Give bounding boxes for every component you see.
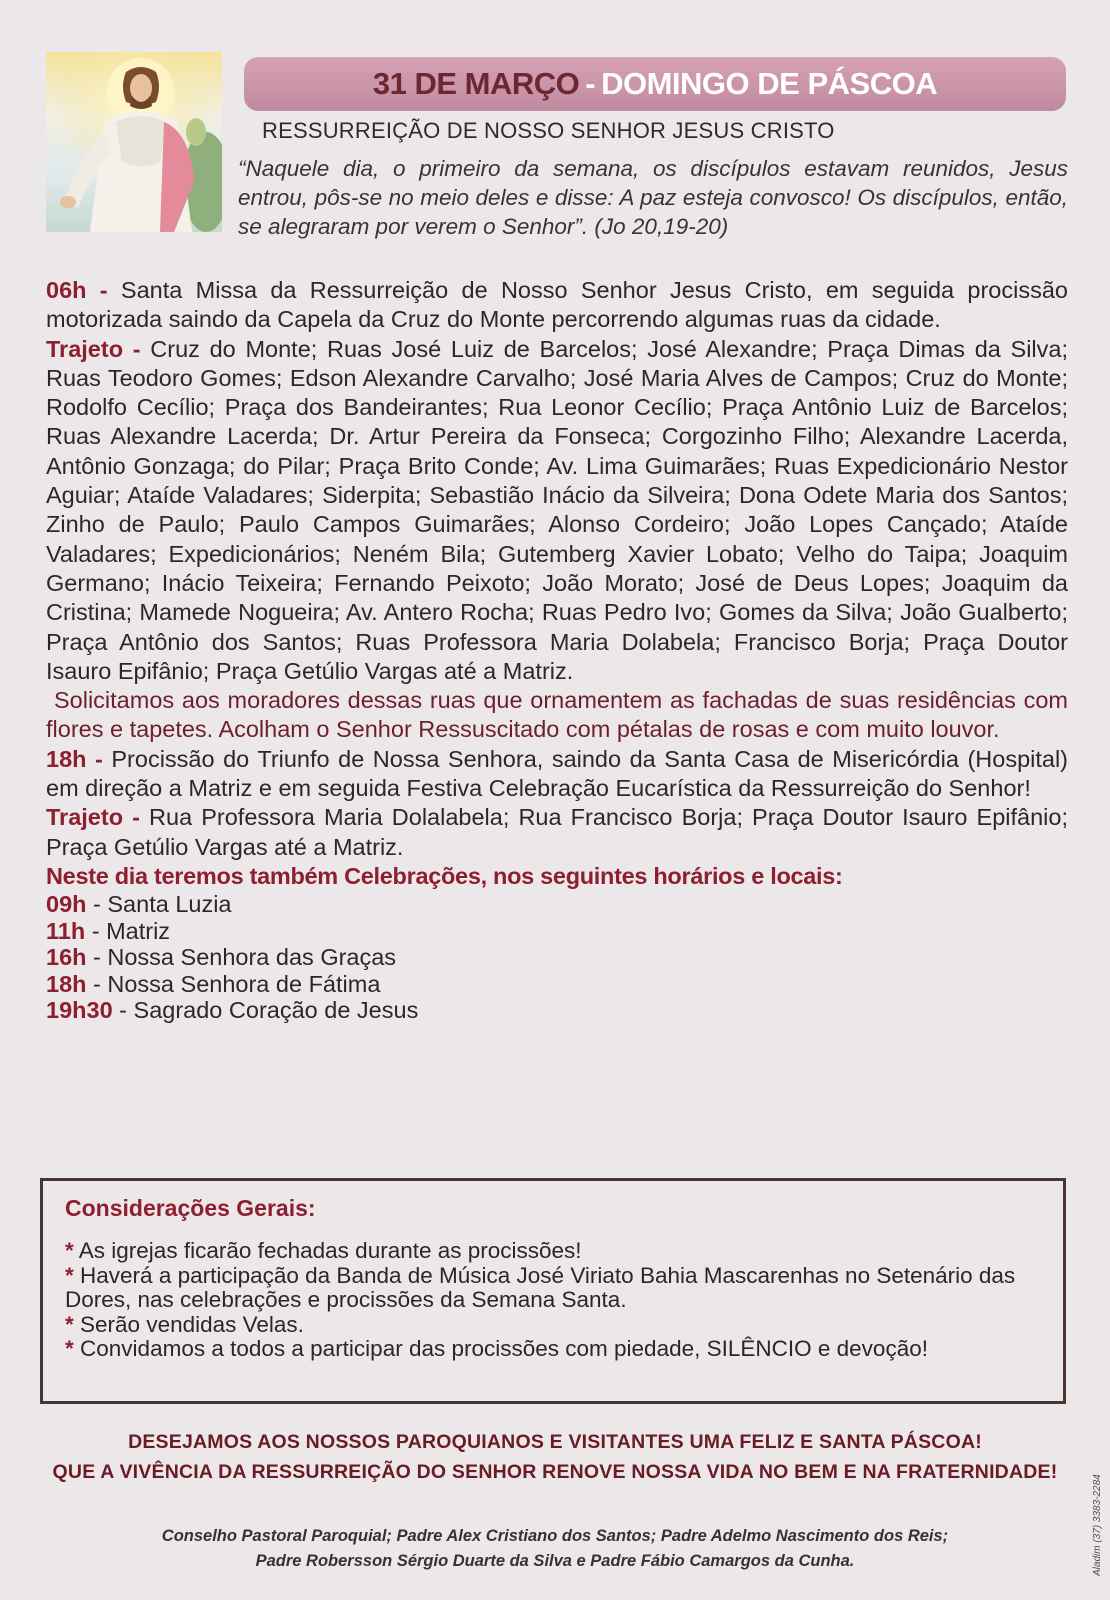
list-item: [65, 1264, 1045, 1313]
asterisk-icon: *: [65, 1336, 74, 1361]
schedule-place: - Santa Luzia: [86, 891, 232, 918]
asterisk-icon: *: [65, 1238, 74, 1263]
credits-line-2: Padre Robersson Sérgio Duarte da Silva e Padre Fábio Camargos da Cunha.: [255, 1552, 855, 1570]
consideration-text: Serão vendidas Velas.: [80, 1311, 304, 1337]
schedule-time: 11h: [46, 917, 86, 944]
route-paragraph: [46, 335, 1068, 687]
schedule-time: 19h30: [46, 997, 113, 1024]
consideration-text: Convidamos a todos a participar das procissões com piedade, SILÊNCIO e devoção!: [80, 1336, 928, 1361]
route2-label: Trajeto -: [46, 804, 140, 831]
request-paragraph: Solicitamos aos moradores dessas ruas que ornamentem as fachadas de suas residências com flores e tapetes. Acolham o Senhor Ressuscitado com pétalas de rosas e com muito louvor.: [46, 687, 1068, 743]
mass-text: Santa Missa da Ressurreição de Nosso Senhor Jesus Cristo, em seguida procissão motorizada saindo da Capela da Cruz do Monte percorrendo algumas ruas da cidade.: [46, 277, 1068, 333]
date-banner: [244, 57, 1066, 111]
list-item: [65, 1239, 1045, 1264]
procession-text: Procissão do Triunfo de Nossa Senhora, saindo da Santa Casa de Misericórdia (Hospital) em direção a Matriz e em seguida Festiva Celebração Eucarística da Ressurreição do Senhor!: [46, 745, 1069, 802]
procession-paragraph: [46, 745, 1068, 804]
list-item: [46, 944, 1068, 971]
schedule-time: 18h: [46, 970, 87, 997]
wish-line-2: QUE A VIVÊNCIA DA RESSURREIÇÃO DO SENHOR RENOVE NOSSA VIDA NO BEM E NA FRATERNIDADE!: [52, 1460, 1058, 1483]
list-item: [65, 1313, 1045, 1338]
schedule-place: - Nossa Senhora das Graças: [86, 944, 397, 971]
printer-mark: [1086, 1380, 1106, 1580]
schedule-time: 09h: [46, 891, 87, 918]
mass-time: 06h -: [46, 277, 108, 303]
wish-line-1: DESEJAMOS AOS NOSSOS PAROQUIANOS E VISITANTES UMA FELIZ E SANTA PÁSCOA!: [128, 1431, 982, 1453]
consideration-text: Haverá a participação da Banda de Música José Viriato Bahia Mascarenhas no Setenário das Dores, nas celebrações e procissões da Semana Santa.: [65, 1262, 1016, 1312]
list-item: [46, 971, 1068, 998]
page-subtitle: RESSURREIÇÃO DE NOSSO SENHOR JESUS CRISTO: [262, 118, 835, 143]
schedule-body: [46, 276, 1068, 1024]
schedule-place: - Matriz: [85, 917, 171, 944]
route2-paragraph: [46, 803, 1068, 862]
credits-line-1: Conselho Pastoral Paroquial; Padre Alex Cristiano dos Santos; Padre Adelmo Nascimento dos Reis;: [161, 1527, 949, 1545]
gospel-quote: “Naquele dia, o primeiro da semana, os discípulos estavam reunidos, Jesus entrou, pôs-se no meio deles e disse: A paz esteja convosco! Os discípulos, então, se alegraram por verem o Senhor”. (Jo 20,19-20): [238, 156, 1068, 239]
route-label: Trajeto -: [46, 335, 141, 362]
morning-mass-paragraph: [46, 276, 1068, 335]
banner-day: DOMINGO DE PÁSCOA: [601, 66, 938, 101]
banner-date: 31 DE MARÇO: [372, 66, 580, 101]
celebrations-heading: Neste dia teremos também Celebrações, nos seguintes horários e locais:: [46, 862, 843, 889]
asterisk-icon: *: [65, 1262, 74, 1288]
considerations-title: Considerações Gerais:: [65, 1195, 316, 1221]
schedule-place: - Sagrado Coração de Jesus: [112, 997, 419, 1024]
list-item: [65, 1337, 1045, 1362]
celebrations-list: [46, 891, 1068, 1024]
printer-mark-text: Aladim (37) 3383-2284: [1092, 1474, 1103, 1576]
asterisk-icon: *: [65, 1311, 74, 1337]
considerations-box: [40, 1178, 1066, 1404]
credits: [40, 1524, 1070, 1574]
route-text: Cruz do Monte; Ruas José Luiz de Barcelos; José Alexandre; Praça Dimas da Silva; Ruas Teodoro Gomes; Edson Alexandre Carvalho; José Maria Alves de Campos; Cruz do Monte; Rodolfo Cecílio; Praça dos Bandeirantes; Rua Leonor Cecílio; Praça Antônio Luiz de Barcelos; Ruas Alexandre Lacerda; Dr. Artur Pereira da Fonseca; Corgozinho Filho; Alexandre Lacerda, Antônio Gonzaga; do Pilar; Praça Brito Conde; Av. Lima Guimarães; Ruas Expedicionário Nestor Aguiar; Ataíde Valadares; Siderpita; Sebastião Inácio da Silveira; Dona Odete Maria dos Santos; Zinho de Paulo; Paulo Campos Guimarães; Alonso Cordeiro; João Lopes Cançado; Ataíde Valadares; Expedicionários; Neném Bila; Gutemberg Xavier Lobato; Velho do Taipa; Joaquim Germano; Inácio Teixeira; Fernando Peixoto; João Morato; José de Deus Lopes; Joaquim da Cristina; Mamede Nogueira; Av. Antero Rocha; Ruas Pedro Ivo; Gomes da Silva; João Gualberto; Praça Antônio dos Santos; Ruas Professora Maria Dolabela; Francisco Borja; Praça Doutor Isauro Epifânio; Praça Getúlio Vargas até a Matriz.: [46, 335, 1068, 684]
schedule-place: - Nossa Senhora de Fátima: [86, 970, 381, 997]
considerations-list: [65, 1239, 1045, 1362]
procession-time: 18h -: [46, 745, 103, 772]
consideration-text: As igrejas ficarão fechadas durante as procissões!: [78, 1238, 582, 1263]
route2-text: Rua Professora Maria Dolalabela; Rua Francisco Borja; Praça Doutor Isauro Epifânio; Praça Getúlio Vargas até a Matriz.: [46, 804, 1068, 860]
list-item: [46, 997, 1068, 1024]
risen-christ-image: [46, 52, 222, 232]
easter-wish: [40, 1428, 1070, 1487]
list-item: [46, 918, 1068, 945]
banner-separator: -: [585, 66, 596, 101]
schedule-time: 16h: [46, 944, 87, 971]
list-item: [46, 891, 1068, 918]
